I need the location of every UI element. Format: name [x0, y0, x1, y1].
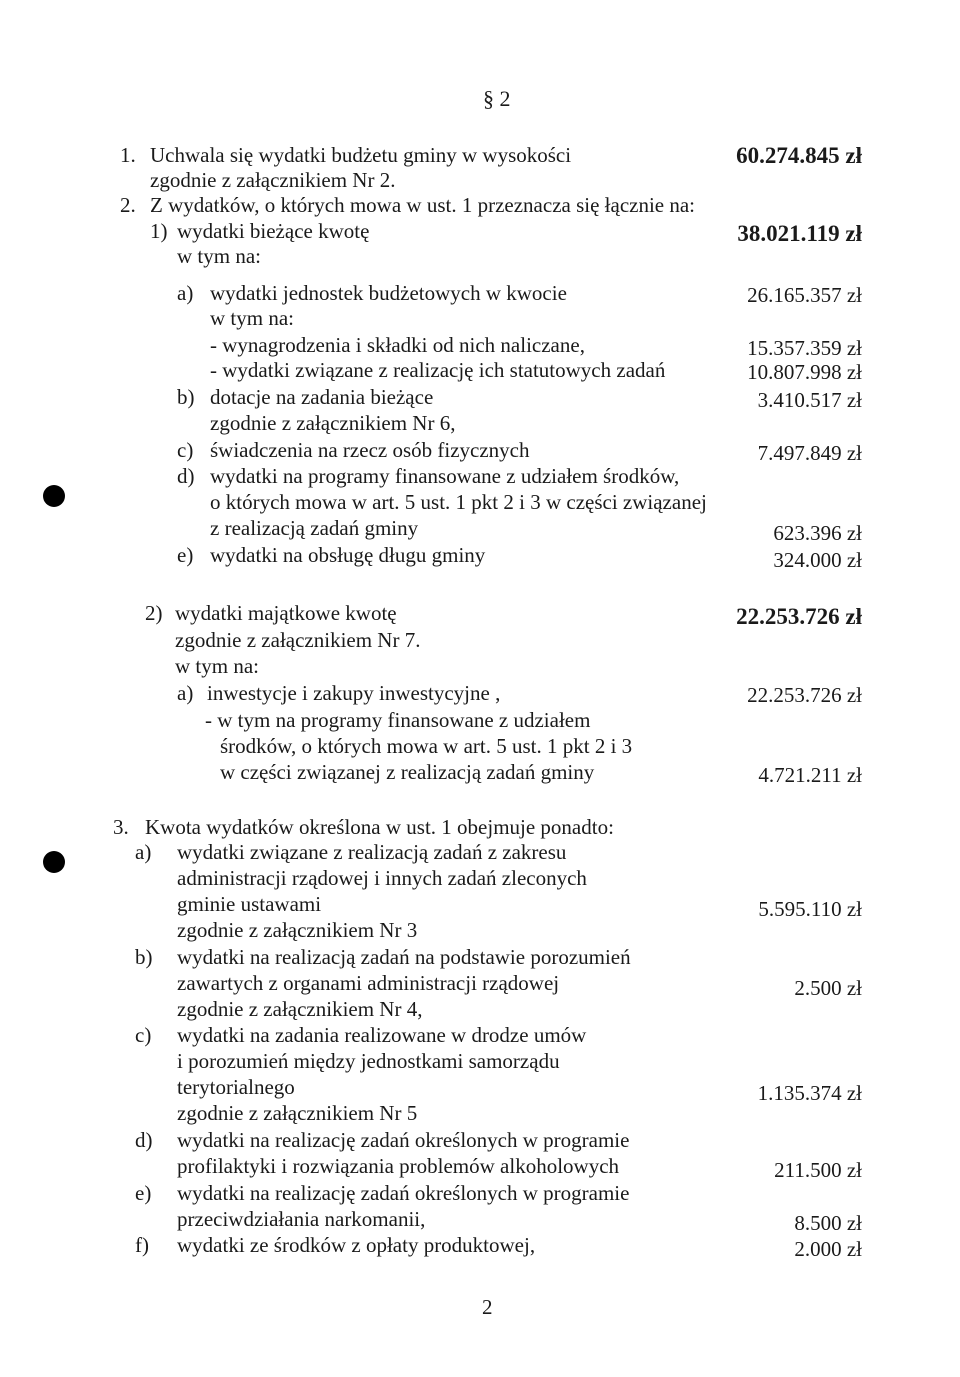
item-3a-line-4: zgodnie z załącznikiem Nr 3: [177, 918, 418, 942]
item-3b-line-2: zawartych z organami administracji rządowej: [177, 971, 560, 995]
current-a1-amount: 15.357.359 zł: [747, 336, 862, 360]
item-3c-line-3: terytorialnego: [177, 1075, 295, 1099]
capital-continuation: zgodnie z załącznikiem Nr 7.: [175, 628, 421, 652]
item-3d-line-1: wydatki na realizację zadań określonych w programie: [177, 1128, 630, 1152]
current-number: 1): [150, 219, 168, 243]
item-3d-label: d): [135, 1128, 153, 1152]
current-a1-text: - wynagrodzenia i składki od nich naliczane,: [210, 333, 585, 357]
item-3d-amount: 211.500 zł: [774, 1158, 862, 1182]
current-c-amount: 7.497.849 zł: [757, 441, 862, 465]
current-a2-text: - wydatki związane z realizację ich statutowych zadań: [210, 358, 666, 382]
item-3a-line-2: administracji rządowej i innych zadań zleconych: [177, 866, 587, 890]
current-d-label: d): [177, 464, 195, 488]
current-e-amount: 324.000 zł: [773, 548, 862, 572]
current-a2-amount: 10.807.998 zł: [747, 360, 862, 384]
item-3b-label: b): [135, 945, 153, 969]
current-c-label: c): [177, 438, 194, 462]
punch-hole-bottom: [43, 851, 65, 873]
item-3b-line-3: zgodnie z załącznikiem Nr 4,: [177, 997, 423, 1021]
current-d-continuation-2: z realizacją zadań gminy: [210, 516, 419, 540]
current-d-continuation-1: o których mowa w art. 5 ust. 1 pkt 2 i 3 w części związanej: [210, 490, 707, 514]
capital-sub-continuation-2: w części związanej z realizacją zadań gminy: [220, 760, 595, 784]
current-c-text: świadczenia na rzecz osób fizycznych: [210, 438, 530, 462]
current-a-label: a): [177, 281, 194, 305]
item-2-text: Z wydatków, o których mowa w ust. 1 przeznacza się łącznie na:: [150, 193, 696, 217]
current-b-text: dotacje na zadania bieżące: [210, 385, 434, 409]
current-b-continuation: zgodnie z załącznikiem Nr 6,: [210, 411, 456, 435]
capital-sub-continuation-1: środków, o których mowa w art. 5 ust. 1 pkt 2 i 3: [220, 734, 633, 758]
punch-hole-top: [43, 485, 65, 507]
item-1-continuation: zgodnie z załącznikiem Nr 2.: [150, 168, 396, 192]
item-3b-amount: 2.500 zł: [794, 976, 862, 1000]
current-amount: 38.021.119 zł: [737, 221, 862, 246]
current-a-text: wydatki jednostek budżetowych w kwocie: [210, 281, 567, 305]
capital-a-text: inwestycje i zakupy inwestycyjne ,: [207, 681, 501, 705]
item-3c-line-2: i porozumień między jednostkami samorządu: [177, 1049, 560, 1073]
item-3-number: 3.: [113, 815, 129, 839]
capital-sub-text: - w tym na programy finansowane z udziałem: [205, 708, 591, 732]
current-e-label: e): [177, 543, 194, 567]
capital-number: 2): [145, 601, 163, 625]
item-3e-amount: 8.500 zł: [794, 1211, 862, 1235]
current-text: wydatki bieżące kwotę: [177, 219, 370, 243]
current-e-text: wydatki na obsługę długu gminy: [210, 543, 486, 567]
capital-wtym: w tym na:: [175, 654, 259, 678]
item-3a-amount: 5.595.110 zł: [758, 897, 862, 921]
item-1-text: Uchwala się wydatki budżetu gminy w wysokości: [150, 143, 572, 167]
current-b-amount: 3.410.517 zł: [757, 388, 862, 412]
item-1-amount: 60.274.845 zł: [736, 143, 862, 168]
item-3a-line-3: gminie ustawami: [177, 892, 322, 916]
current-d-text: wydatki na programy finansowane z udziałem środków,: [210, 464, 680, 488]
item-3b-line-1: wydatki na realizacją zadań na podstawie porozumień: [177, 945, 631, 969]
item-3f-amount: 2.000 zł: [794, 1237, 862, 1261]
item-3a-line-1: wydatki związane z realizacją zadań z zakresu: [177, 840, 567, 864]
item-3d-line-2: profilaktyki i rozwiązania problemów alkoholowych: [177, 1154, 620, 1178]
item-3-text: Kwota wydatków określona w ust. 1 obejmuje ponadto:: [145, 815, 614, 839]
capital-amount: 22.253.726 zł: [736, 604, 862, 629]
current-b-label: b): [177, 385, 195, 409]
current-wtym: w tym na:: [177, 244, 261, 268]
capital-text: wydatki majątkowe kwotę: [175, 601, 397, 625]
item-3c-line-4: zgodnie z załącznikiem Nr 5: [177, 1101, 418, 1125]
item-3a-label: a): [135, 840, 152, 864]
capital-a-amount: 22.253.726 zł: [747, 683, 862, 707]
item-1-number: 1.: [120, 143, 136, 167]
capital-a-label: a): [177, 681, 194, 705]
item-3e-line-2: przeciwdziałania narkomanii,: [177, 1207, 426, 1231]
current-a-wtym: w tym na:: [210, 306, 294, 330]
item-3f-line-1: wydatki ze środków z opłaty produktowej,: [177, 1233, 536, 1257]
current-d-amount: 623.396 zł: [773, 521, 862, 545]
item-3c-label: c): [135, 1023, 152, 1047]
item-3f-label: f): [135, 1233, 149, 1257]
item-3e-line-1: wydatki na realizację zadań określonych w programie: [177, 1181, 630, 1205]
current-a-amount: 26.165.357 zł: [747, 283, 862, 307]
item-3c-amount: 1.135.374 zł: [757, 1081, 862, 1105]
item-3e-label: e): [135, 1181, 152, 1205]
section-heading: § 2: [483, 86, 511, 111]
item-3c-line-1: wydatki na zadania realizowane w drodze umów: [177, 1023, 587, 1047]
page-number: 2: [482, 1295, 493, 1319]
capital-sub-amount: 4.721.211 zł: [758, 763, 862, 787]
item-2-number: 2.: [120, 193, 136, 217]
